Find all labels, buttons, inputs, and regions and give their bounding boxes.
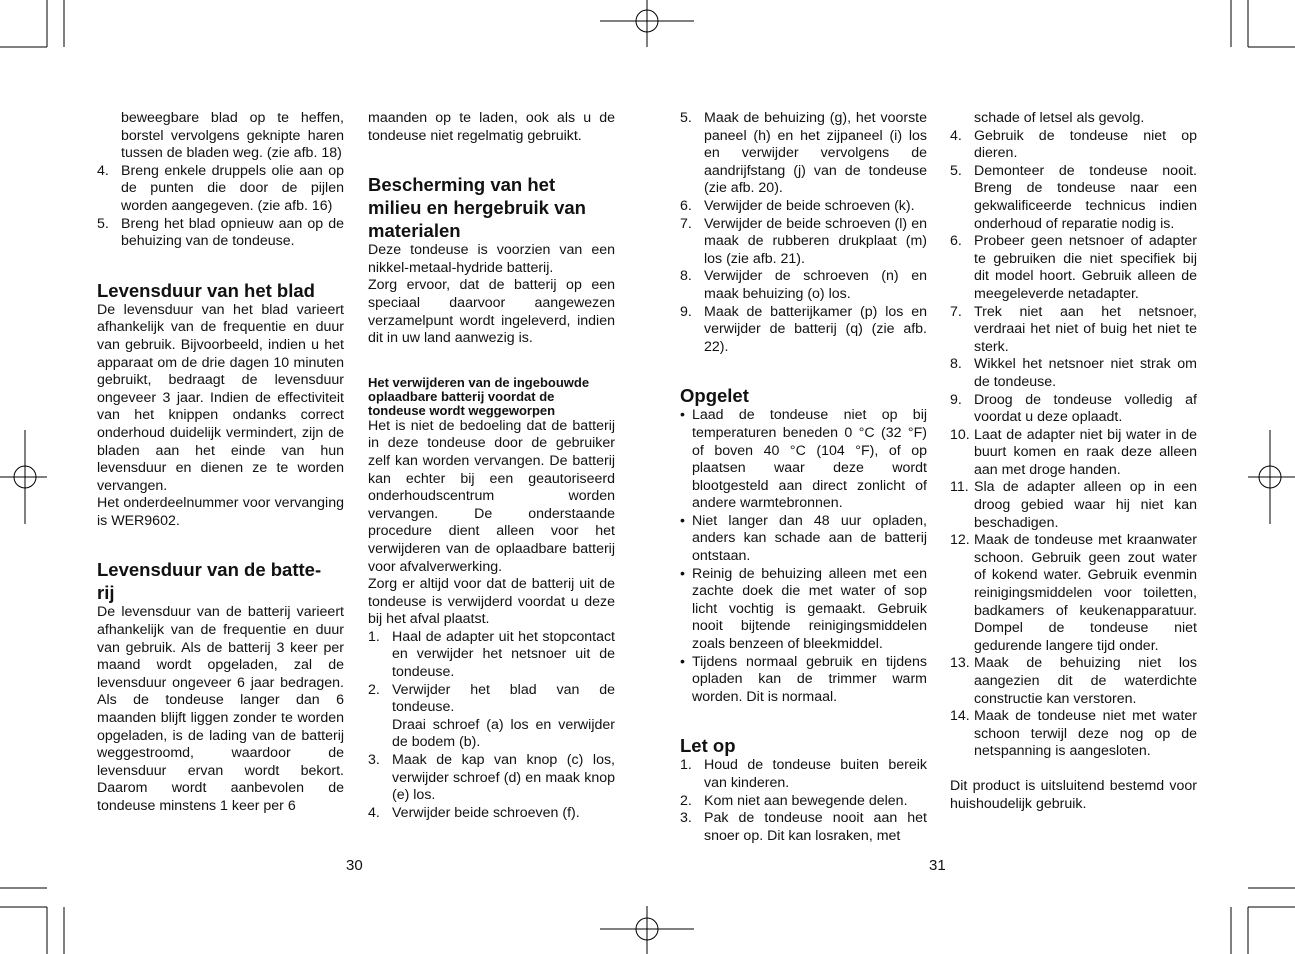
list-item: 11. Sla de adapter alleen op in een droog gebied waar hij niet kan beschadigen.	[950, 479, 1197, 531]
page-number-left: 30	[346, 857, 363, 874]
section-heading-blade-life: Levensduur van het blad	[97, 279, 315, 301]
list-item: 7. Verwijder de beide schroeven (l) en maak de rubberen drukplaat (m) los (zie afb. 21).	[680, 215, 927, 267]
paragraph: Zorg er altijd voor dat de batterij uit de tondeuse is verwijderd voordat u deze bij het afval plaatst.	[368, 576, 615, 628]
list-item: 8. Wikkel het netsnoer niet strak om de tondeuse.	[950, 356, 1197, 390]
column-1	[97, 110, 344, 816]
continued-text: schade of letsel als gevolg.	[974, 110, 1145, 126]
list-item: 6. Verwijder de beide schroeven (k).	[680, 197, 915, 214]
paragraph: Het is niet de bedoeling dat de batterij in deze tondeuse door de gebruiker zelf kan worden vervangen. De batterij kan echter bij een geautoriseerd onderhoudscentrum worden vervangen. De onderstaande procedure dient alleen voor het verwijderen van de oplaadbare batterij voor afvalverwerking.	[368, 417, 615, 575]
paragraph: Het onderdeelnummer voor vervanging is WER9602.	[97, 495, 344, 529]
paragraph: Dit product is uitsluitend bestemd voor huishoudelijk gebruik.	[950, 777, 1197, 812]
paragraph: De levensduur van het blad varieert afhankelijk van de frequentie en duur van gebruik. Bijvoorbeeld, indien u het apparaat om de drie dagen 10 minuten gebruikt, bedraagt de levensduur ongeveer 3 jaar. Indien de effectiviteit van het knippen ondanks correct onderhoud duidelijk vermindert, zijn de bladen aan het einde van hun levensduur en dienen ze te worden vervangen.	[97, 301, 344, 494]
list-item: 14. Maak de tondeuse niet met water schoon terwijl deze nog op de netspanning is aangesloten.	[950, 708, 1197, 760]
list-item: 8. Verwijder de schroeven (n) en maak behuizing (o) los.	[680, 268, 927, 302]
list-item: 5. Maak de behuizing (g), het voorste paneel (h) en het zijpaneel (i) los en verwijder vervolgens de aandrijfstang (j) van de tondeuse (zie afb. 20).	[680, 110, 927, 197]
column-2	[368, 110, 615, 822]
list-item: 4. Verwijder beide schroeven (f).	[368, 804, 580, 821]
bullet-item: • Niet langer dan 48 uur opladen, anders kan schade aan de batterij ontstaan.	[680, 512, 927, 565]
list-item: 2. Verwijder het blad van de tondeuse. Draai schroef (a) los en verwijder de bodem (b).	[368, 681, 615, 751]
bullet-item: • Laad de tondeuse niet op bij temperaturen beneden 0 °C (32 °F) of boven 40 °C (104 °F), of op plaatsen waar deze wordt blootgesteld aan direct zonlicht of andere warmtebronnen.	[680, 407, 927, 512]
continued-text: maanden op te laden, ook als u de tondeuse niet regelmatig gebruikt.	[368, 110, 615, 144]
list-item: 13. Maak de behuizing niet los aangezien dit de waterdichte constructie kan verstoren.	[950, 655, 1197, 707]
list-item: 5. Breng het blad opnieuw aan op de behuizing van de tondeuse.	[97, 215, 344, 250]
list-item: 9. Droog de tondeuse volledig af voordat u deze oplaadt.	[950, 391, 1197, 426]
list-item: 1. Haal de adapter uit het stopcontact en verwijder het netsnoer uit de tondeuse.	[368, 628, 615, 681]
list-item: 10. Laat de adapter niet bij water in de buurt komen en raak deze alleen aan met droge handen.	[950, 426, 1197, 478]
list-item: 4. Gebruik de tondeuse niet op dieren.	[950, 127, 1197, 162]
subheading-battery-removal: Het verwijderen van de ingebouwde oplaadbare batterij voordat de tondeuse wordt weggeworpen	[368, 374, 590, 418]
bullet-item: • Tijdens normaal gebruik en tijdens opladen kan de trimmer warm worden. Dit is normaal.	[680, 653, 927, 705]
list-item: 6. Probeer geen netsnoer of adapter te gebruiken die niet specifiek bij dit model hoort. Gebruik alleen de meegeleverde netadapter.	[950, 233, 1197, 302]
bullet-item: • Reinig de behuizing alleen met een zachte doek die met water of sop licht vochtig is gemaakt. Gebruik nooit bijtende reinigingsmiddelen zoals benzeen of bleekmiddel.	[680, 565, 927, 653]
continued-text: beweegbare blad op te heffen, borstel vervolgens geknipte haren tussen de bladen weg. (zie afb. 18)	[121, 110, 344, 162]
paragraph: Zorg ervoor, dat de batterij op een speciaal daarvoor aangewezen verzamelpunt wordt ingeleverd, indien dit in uw land aanwezig is.	[368, 277, 615, 347]
page-number-right: 31	[929, 857, 946, 874]
list-item: 4. Breng enkele druppels olie aan op de punten die door de pijlen worden aangegeven. (zie afb. 16)	[97, 162, 344, 214]
column-4	[950, 110, 1197, 813]
section-heading-let-op: Let op	[680, 735, 736, 757]
section-heading-battery-life: Levensduur van de batte- rij	[97, 559, 322, 604]
column-3	[680, 110, 927, 845]
section-heading-environment: Bescherming van het milieu en hergebruik van materialen	[368, 174, 586, 242]
list-item: 12. Maak de tondeuse met kraanwater schoon. Gebruik geen zout water of kokend water. Gebruik evenmin reinigingsmiddelen voor toiletten, badkamers of keukenapparatuur. Dompel de tondeuse niet gedurende langere tijd onder.	[950, 532, 1197, 654]
list-item: 3. Maak de kap van knop (c) los, verwijder schroef (d) en maak knop (e) los.	[368, 752, 615, 804]
list-item: 5. Demonteer de tondeuse nooit. Breng de tondeuse naar een gekwalificeerde technicus indien onderhoud of reparatie nodig is.	[950, 162, 1197, 232]
list-item: 2. Kom niet aan bewegende delen.	[680, 792, 908, 809]
list-item: 3. Pak de tondeuse nooit aan het snoer op. Dit kan losraken, met	[680, 810, 927, 844]
list-item: 7. Trek niet aan het netsnoer, verdraai het niet of buig het niet te sterk.	[950, 303, 1197, 355]
list-item: 1. Houd de tondeuse buiten bereik van kinderen.	[680, 757, 927, 791]
list-item: 9. Maak de batterijkamer (p) los en verwijder de batterij (q) (zie afb. 22).	[680, 303, 927, 355]
paragraph: De levensduur van de batterij varieert afhankelijk van de frequentie en duur van gebruik. Als de batterij 3 keer per maand wordt opgeladen, zal de levensduur ongeveer 6 jaar bedragen. Als de tondeuse langer dan 6 maanden blijft liggen zonder te worden opgeladen, is de lading van de batterij weggestroomd, waardoor de levensduur ervan wordt bekort. Daarom wordt aanbevolen de tondeuse minstens 1 keer per 6	[97, 604, 344, 814]
paragraph: Deze tondeuse is voorzien van een nikkel-metaal-hydride batterij.	[368, 242, 615, 276]
section-heading-caution: Opgelet	[680, 385, 749, 407]
